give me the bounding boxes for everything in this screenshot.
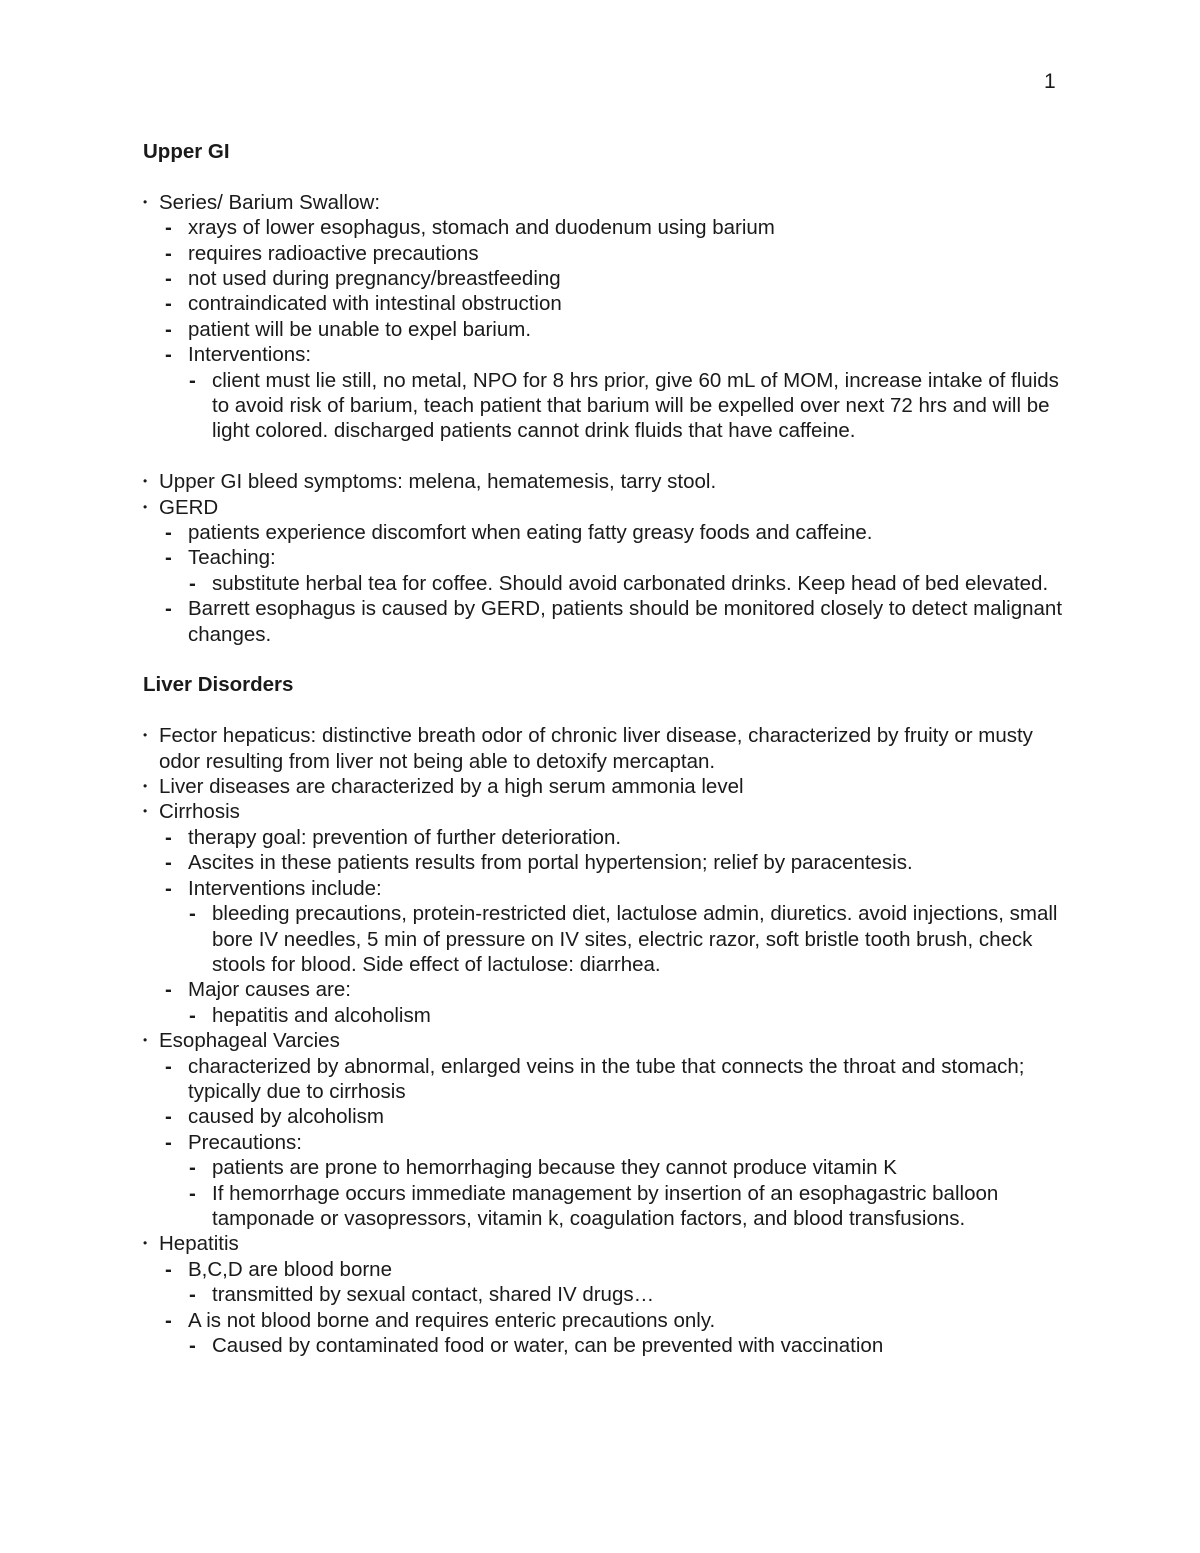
liver-disorders-list	[143, 723, 1063, 1358]
list-item-text: Fector hepaticus: distinctive breath odor of chronic liver disease, characterized by fruity or musty odor resulting from liver not being able to detoxify mercaptan.	[159, 724, 1033, 773]
list-item-text: bleeding precautions, protein-restricted diet, lactulose admin, diuretics. avoid injections, small bore IV needles, 5 min of pressure on IV sites, electric razor, soft bristle tooth brush, check stools for blood. Side effect of lactulose: diarrhea.	[212, 902, 1058, 976]
list-item-text: Interventions:	[188, 343, 312, 367]
list-item-text: contraindicated with intestinal obstruction	[188, 292, 562, 316]
list-item-text: Precautions:	[188, 1130, 302, 1154]
list-item	[165, 1104, 1063, 1129]
list-item	[143, 190, 1063, 444]
list-item-text: Teaching:	[188, 546, 276, 570]
list-item	[165, 545, 1063, 596]
list-item	[143, 1231, 1063, 1358]
list-item-text: Caused by contaminated food or water, can be prevented with vaccination	[212, 1334, 884, 1357]
list-item-text: Cirrhosis	[159, 800, 240, 824]
list-item-text: characterized by abnormal, enlarged veins in the tube that connects the throat and stomach; typically due to cirrhosis	[188, 1054, 1025, 1103]
list-item	[165, 266, 1063, 291]
list-item	[165, 520, 1063, 545]
list-item-text: transmitted by sexual contact, shared IV drugs…	[212, 1283, 655, 1307]
list-item-text: requires radioactive precautions	[188, 241, 479, 265]
upper-gi-list	[143, 190, 1063, 444]
list-item-text: A is not blood borne and requires enteric precautions only.	[188, 1308, 716, 1332]
list-item	[165, 596, 1063, 647]
list-item-text: GERD	[159, 495, 219, 519]
list-item	[189, 901, 1063, 977]
list-item	[165, 291, 1063, 316]
list-item	[165, 215, 1063, 240]
list-item	[165, 825, 1063, 850]
list-item	[165, 850, 1063, 875]
list-item-text: patients experience discomfort when eating fatty greasy foods and caffeine.	[188, 521, 873, 545]
list-item-text: patient will be unable to expel barium.	[188, 317, 532, 341]
list-item	[189, 1155, 1063, 1180]
list-item-text: Interventions include:	[188, 876, 382, 900]
list-item	[189, 1003, 1063, 1028]
list-item-text: Major causes are:	[188, 978, 351, 1002]
list-item	[189, 1282, 1063, 1307]
list-item-text: B,C,D are blood borne	[188, 1257, 392, 1281]
list-item	[189, 368, 1063, 444]
list-item	[165, 241, 1063, 266]
list-item	[165, 1308, 1063, 1359]
list-item	[143, 1028, 1063, 1231]
list-item	[165, 876, 1063, 978]
section-heading-upper-gi: Upper GI	[143, 140, 230, 163]
list-item	[165, 1257, 1063, 1308]
list-item-text: patients are prone to hemorrhaging because they cannot produce vitamin K	[212, 1156, 897, 1180]
list-item-text: Esophageal Varcies	[159, 1029, 340, 1053]
list-item-text: not used during pregnancy/breastfeeding	[188, 267, 561, 290]
list-item	[143, 774, 1063, 799]
page-number: 1	[1044, 70, 1056, 93]
list-item-text: substitute herbal tea for coffee. Should avoid carbonated drinks. Keep head of bed elevated.	[212, 571, 1049, 595]
list-item	[143, 799, 1063, 1028]
list-item-text: Barrett esophagus is caused by GERD, patients should be monitored closely to detect malignant changes.	[188, 597, 1063, 646]
list-item	[189, 1181, 1063, 1232]
list-item	[143, 723, 1063, 774]
section-heading-liver-disorders: Liver Disorders	[143, 673, 294, 697]
list-item-text: hepatitis and alcoholism	[212, 1003, 431, 1027]
list-item	[143, 495, 1063, 647]
list-item	[165, 1130, 1063, 1232]
list-item	[165, 317, 1063, 342]
list-item	[165, 342, 1063, 444]
list-item	[165, 1054, 1063, 1105]
list-item-text: client must lie still, no metal, NPO for 8 hrs prior, give 60 mL of MOM, increase intake of fluids to avoid risk of barium, teach patient that barium will be expelled over next 72 hrs and will be light colored. discharged patients cannot drink fluids that have caffeine.	[212, 368, 1059, 443]
list-item-text: Upper GI bleed symptoms: melena, hematemesis, tarry stool.	[159, 470, 717, 494]
list-item-text: caused by alcoholism	[188, 1105, 384, 1129]
list-item-text: If hemorrhage occurs immediate management by insertion of an esophagastric balloon tamponade or vasopressors, vitamin k, coagulation factors, and blood transfusions.	[212, 1181, 999, 1230]
list-item-text: Series/ Barium Swallow:	[159, 190, 381, 214]
list-item-text: Liver diseases are characterized by a high serum ammonia level	[159, 775, 744, 799]
list-item	[165, 977, 1063, 1028]
list-item	[189, 571, 1063, 596]
list-item	[189, 1333, 1063, 1358]
list-item-text: Ascites in these patients results from portal hypertension; relief by paracentesis.	[188, 851, 913, 875]
list-item-text: therapy goal: prevention of further deterioration.	[188, 825, 622, 849]
upper-gi-list-continued	[143, 469, 1063, 647]
list-item-text: Hepatitis	[159, 1232, 239, 1256]
document-body	[143, 139, 1063, 1358]
list-item-text: xrays of lower esophagus, stomach and duodenum using barium	[188, 216, 775, 240]
list-item	[143, 469, 1063, 494]
